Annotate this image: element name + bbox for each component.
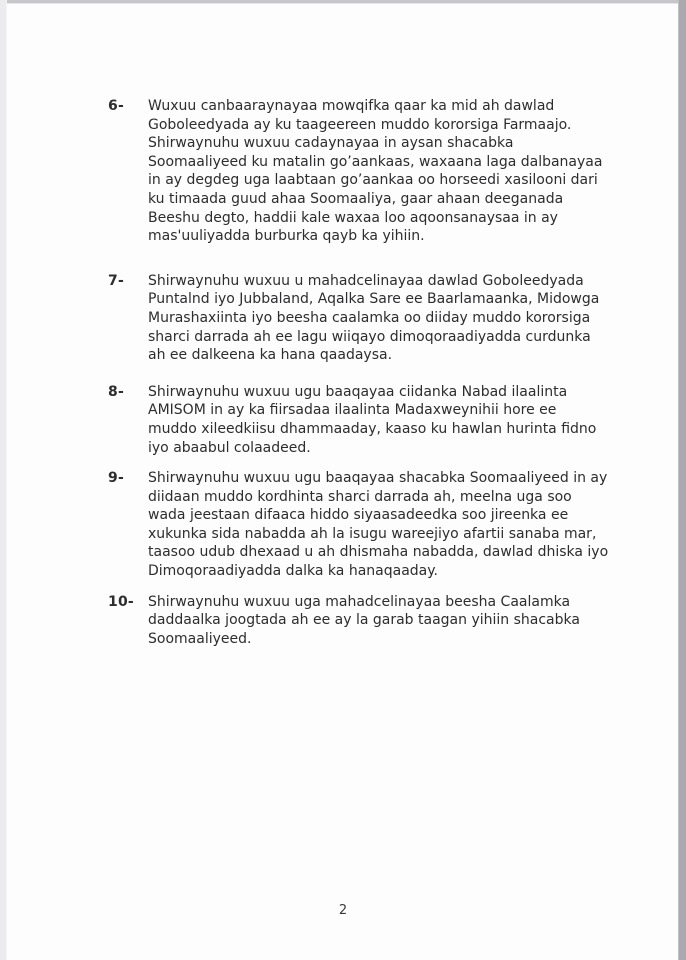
text-line: wada jeestaan difaaca hiddo siyaasadeedka soo jireenka ee — [148, 507, 569, 524]
text-line: Shirwaynuhu wuxuu ugu baaqayaa shacabka Soomaaliyeed in ay — [148, 470, 608, 487]
text-line: Dimoqoraadiyadda dalka ka hanaqaaday. — [148, 563, 438, 580]
item-number: 8- — [108, 383, 124, 400]
text-line: diidaan muddo kordhinta sharci darrada ah, meelna uga soo — [148, 488, 572, 505]
text-line: Soomaaliyeed ku matalin go’aankaas, waxaana laga dalbanayaa — [148, 153, 603, 170]
scan-edge-right — [678, 0, 686, 960]
list-item-9 — [108, 469, 618, 581]
list-item-7 — [108, 272, 618, 365]
text-line: muddo xileedkiisu dhammaaday, kaaso ku hawlan hurinta fidno — [148, 420, 597, 437]
item-text — [148, 469, 618, 581]
text-line: AMISOM in ay ka fiirsadaa ilaalinta Madaxweynihii hore ee — [148, 402, 557, 419]
text-line: Shirwaynuhu wuxuu u mahadcelinayaa dawlad Goboleedyada — [148, 272, 584, 289]
text-line: Wuxuu canbaaraynayaa mowqifka qaar ka mid ah dawlad — [148, 98, 555, 114]
item-text — [148, 272, 618, 365]
text-line: Shirwaynuhu wuxuu uga mahadcelinayaa beesha Caalamka — [148, 593, 571, 610]
text-line: Goboleedyada ay ku taageereen muddo kororsiga Farmaajo. — [148, 116, 572, 133]
text-line: in ay degdeg uga laabtaan go’aankaa oo horseedi xasilooni dari — [148, 172, 598, 189]
list-item-10 — [108, 593, 618, 649]
list-item-8 — [108, 383, 618, 457]
item-number: 10- — [108, 593, 134, 610]
text-line: daddaalka joogtada ah ee ay la garab taagan yihiin shacabka — [148, 612, 580, 629]
text-line: Beeshu degto, haddii kale waxaa loo aqoonsanaysaa in ay — [148, 209, 558, 226]
text-line: xukunka sida nabadda ah la isugu wareejiyo afartii sanaba mar, — [148, 525, 597, 542]
text-line: Shirwaynuhu wuxuu cadaynayaa in aysan shacabka — [148, 135, 514, 152]
item-text — [148, 97, 618, 246]
text-line: ah ee dalkeena ka hana qaadaysa. — [148, 347, 393, 364]
scan-edge-top — [0, 0, 686, 3]
document-body — [108, 97, 618, 648]
scan-edge-left — [0, 0, 7, 960]
text-line: iyo abaabul colaadeed. — [148, 439, 311, 456]
item-text — [148, 593, 618, 649]
text-line: Puntalnd iyo Jubbaland, Aqalka Sare ee Baarlamaanka, Midowga — [148, 291, 600, 308]
text-line: Soomaaliyeed. — [148, 630, 252, 647]
text-line: Murashaxiinta iyo beesha caalamka oo diiday muddo kororsiga — [148, 309, 591, 326]
page-number: 2 — [338, 903, 348, 918]
list-item-6 — [108, 97, 618, 246]
item-number: 7- — [108, 272, 124, 289]
text-line: mas'uuliyadda burburka qayb ka yihiin. — [148, 228, 425, 245]
item-text — [148, 383, 618, 457]
item-number: 9- — [108, 470, 124, 487]
text-line: taasoo udub dhexaad u ah dhismaha nabadda, dawlad dhiska iyo — [148, 544, 609, 561]
item-number: 6- — [108, 98, 124, 114]
text-line: Shirwaynuhu wuxuu ugu baaqayaa ciidanka Nabad ilaalinta — [148, 383, 568, 400]
text-line: sharci darrada ah ee lagu wiiqayo dimoqoraadiyadda curdunka — [148, 328, 591, 345]
text-line: ku timaada guud ahaa Soomaaliya, gaar ahaan deeganada — [148, 190, 564, 207]
